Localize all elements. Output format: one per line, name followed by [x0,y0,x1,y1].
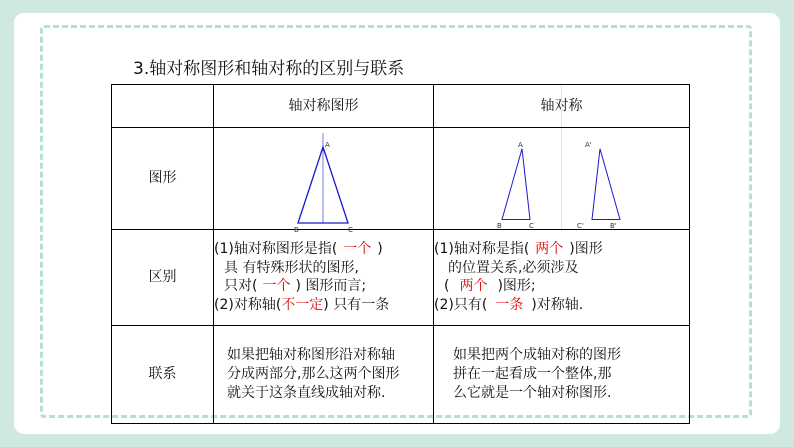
relation-right-line2: 拼在一起看成一个整体,那 [453,365,612,382]
answer-blank: 两个 [459,278,488,295]
row-header-difference: 区别 [112,229,214,325]
diff-left-line4: (2)对称轴(不一定) 只有一条 [214,297,390,314]
diff-left-line2: 具 有特殊形状的图形, [224,259,359,276]
relation-right-line3: 么它就是一个轴对称图形. [453,384,612,401]
label-a-prime: A' [585,141,592,149]
diff-right-line4: (2)只有( 一条 )对称轴. [434,297,584,314]
label-c-prime: C' [577,222,584,230]
symmetry-axis-line [561,85,562,127]
relation-cell-left [214,325,434,423]
diff-right-line2: 的位置关系,必须涉及 [448,259,579,276]
isosceles-triangle-diagram [214,128,433,234]
relation-right-line1: 如果把两个成轴对称的图形 [453,347,621,364]
answer-blank: 两个 [535,240,564,257]
answer-blank: 不一定 [281,297,324,314]
difference-cell-left [214,229,434,325]
row-header-relation: 联系 [112,325,214,423]
label-b: B [497,222,502,230]
triangle-abc [502,149,530,220]
header-row [112,85,690,128]
answer-blank: 一个 [343,240,372,257]
difference-cell-right [434,229,690,325]
col-header-symmetric-figure: 轴对称图形 [214,85,434,128]
comparison-table [111,84,690,424]
figure-row [112,128,690,230]
two-triangles-diagram [434,128,689,230]
difference-row [112,229,690,325]
col-header-axial-symmetry [434,85,690,128]
corner-cell [112,85,214,128]
label-c: C [529,222,534,230]
label-c: C [348,226,353,234]
diff-right-line3: ( 两个 )图形; [444,278,536,295]
relation-left-line1: 如果把轴对称图形沿对称轴 [227,347,395,364]
col-header-axial-symmetry-label: 轴对称 [540,97,583,114]
relation-cell-right [434,325,690,423]
diff-left-line3: 只对( 一个 ) 图形而言; [224,278,367,295]
label-b-prime: B' [610,222,617,230]
figure-cell-right [434,128,690,230]
relation-left-line2: 分成两部分,那么这两个图形 [227,365,400,382]
row-header-figure: 图形 [112,128,214,230]
page-title: 3.轴对称图形和轴对称的区别与联系 [133,59,405,79]
relation-row [112,325,690,423]
relation-left-line3: 就关于这条直线成轴对称. [227,384,386,401]
label-b: B [294,226,299,234]
triangle-a-b-c-prime [592,149,620,220]
answer-blank: 一个 [262,278,291,295]
diff-left-line1: (1)轴对称图形是指( 一个 ) [214,240,383,257]
figure-cell-left [214,128,434,234]
label-a: A [325,141,330,149]
answer-blank: 一条 [495,297,524,314]
diff-right-line1: (1)轴对称是指( 两个 )图形 [434,240,603,257]
label-a: A [518,141,523,149]
